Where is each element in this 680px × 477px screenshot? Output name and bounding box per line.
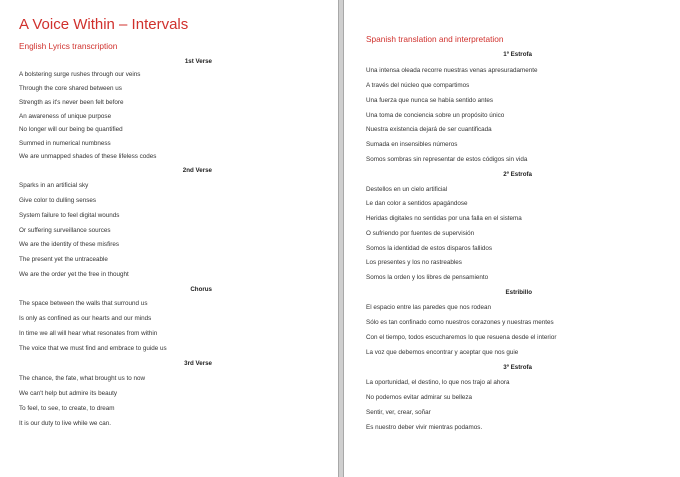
lyric-line: Somos la identidad de estos disparos fallidos [366, 245, 493, 252]
lyric-line: El espacio entre las paredes que nos rodean [366, 304, 491, 311]
lyric-line: Sparks in an artificial sky [19, 182, 89, 189]
lyric-line: System failure to feel digital wounds [19, 212, 120, 219]
lyric-line: Nuestra existencia dejará de ser cuantificada [366, 126, 492, 133]
lyric-line: Summed in numerical numbness [19, 140, 111, 147]
lyric-line: The space between the walls that surround us [19, 300, 148, 307]
lyric-line: It is our duty to live while we can. [19, 420, 112, 427]
section-heading-2-estrofa: 2º Estrofa [503, 171, 532, 178]
section-heading-2nd-verse: 2nd Verse [182, 167, 212, 174]
section-heading-1st-verse: 1st Verse [184, 58, 212, 65]
lyric-line: We are unmapped shades of these lifeless codes [19, 153, 157, 160]
lyric-line: La voz que debemos encontrar y aceptar que nos guie [366, 349, 519, 356]
section-heading-chorus: Chorus [190, 286, 212, 293]
document-title: A Voice Within – Intervals [19, 16, 189, 33]
lyric-line: Es nuestro deber vivir mientras podamos. [366, 424, 483, 431]
lyric-line: Sentir, ver, crear, soñar [366, 409, 431, 416]
lyric-line: The voice that we must find and embrace to guide us [19, 345, 167, 352]
lyric-line: Sumada en insensibles números [366, 141, 458, 148]
lyric-line: We can't help but admire its beauty [19, 390, 118, 397]
lyric-line: Or suffering surveillance sources [19, 227, 111, 234]
section-heading-3rd-verse: 3rd Verse [184, 360, 212, 367]
lyric-line: The present yet the untraceable [19, 256, 108, 263]
lyric-line: Con el tiempo, todos escucharemos lo que resuena desde el interior [366, 334, 557, 341]
section-heading-estribillo: Estribillo [505, 289, 532, 296]
lyric-line: To feel, to see, to create, to dream [19, 405, 115, 412]
lyric-line: Le dan color a sentidos apagándose [366, 200, 468, 207]
lyric-line: O sufriendo por fuentes de supervisión [366, 230, 475, 237]
lyric-line: A bolstering surge rushes through our veins [19, 71, 141, 78]
lyric-line: We are the identity of these misfires [19, 241, 119, 248]
section-heading-1-estrofa: 1º Estrofa [503, 51, 532, 58]
lyric-line: Through the core shared between us [19, 85, 122, 92]
lyric-line: Is only as confined as our hearts and our minds [19, 315, 152, 322]
lyric-line: Sólo es tan confinado como nuestros corazones y nuestras mentes [366, 319, 554, 326]
lyric-line: A través del núcleo que compartimos [366, 82, 470, 89]
lyric-line: Una toma de conciencia sobre un propósito único [366, 112, 505, 119]
lyric-line: Strength as it's never been felt before [19, 99, 124, 106]
lyric-line: Los presentes y los no rastreables [366, 259, 462, 266]
lyric-line: An awareness of unique purpose [19, 113, 112, 120]
left-page [0, 0, 338, 477]
lyric-line: Heridas digitales no sentidas por una falla en el sistema [366, 215, 522, 222]
lyric-line: Give color to dulling senses [19, 197, 97, 204]
lyric-line: Somos la orden y los libres de pensamiento [366, 274, 489, 281]
right-page [344, 0, 680, 477]
lyric-line: The chance, the fate, what brought us to now [19, 375, 146, 382]
lyric-line: Destellos en un cielo artificial [366, 186, 448, 193]
lyric-line: Somos sombras sin representar de estos códigos sin vida [366, 156, 528, 163]
section-heading-3-estrofa: 3º Estrofa [503, 364, 532, 371]
lyric-line: La oportunidad, el destino, lo que nos trajo al ahora [366, 379, 510, 386]
lyric-line: No podemos evitar admirar su belleza [366, 394, 473, 401]
lyric-line: Una fuerza que nunca se había sentido antes [366, 97, 494, 104]
lyric-line: No longer will our being be quantified [19, 126, 123, 133]
left-page-subtitle: English Lyrics transcription [19, 41, 118, 51]
lyric-line: In time we all will hear what resonates from within [19, 330, 158, 337]
lyric-line: Una intensa oleada recorre nuestras venas apresuradamente [366, 67, 538, 74]
right-page-subtitle: Spanish translation and interpretation [366, 34, 504, 44]
lyric-line: We are the order yet the free in thought [19, 271, 129, 278]
